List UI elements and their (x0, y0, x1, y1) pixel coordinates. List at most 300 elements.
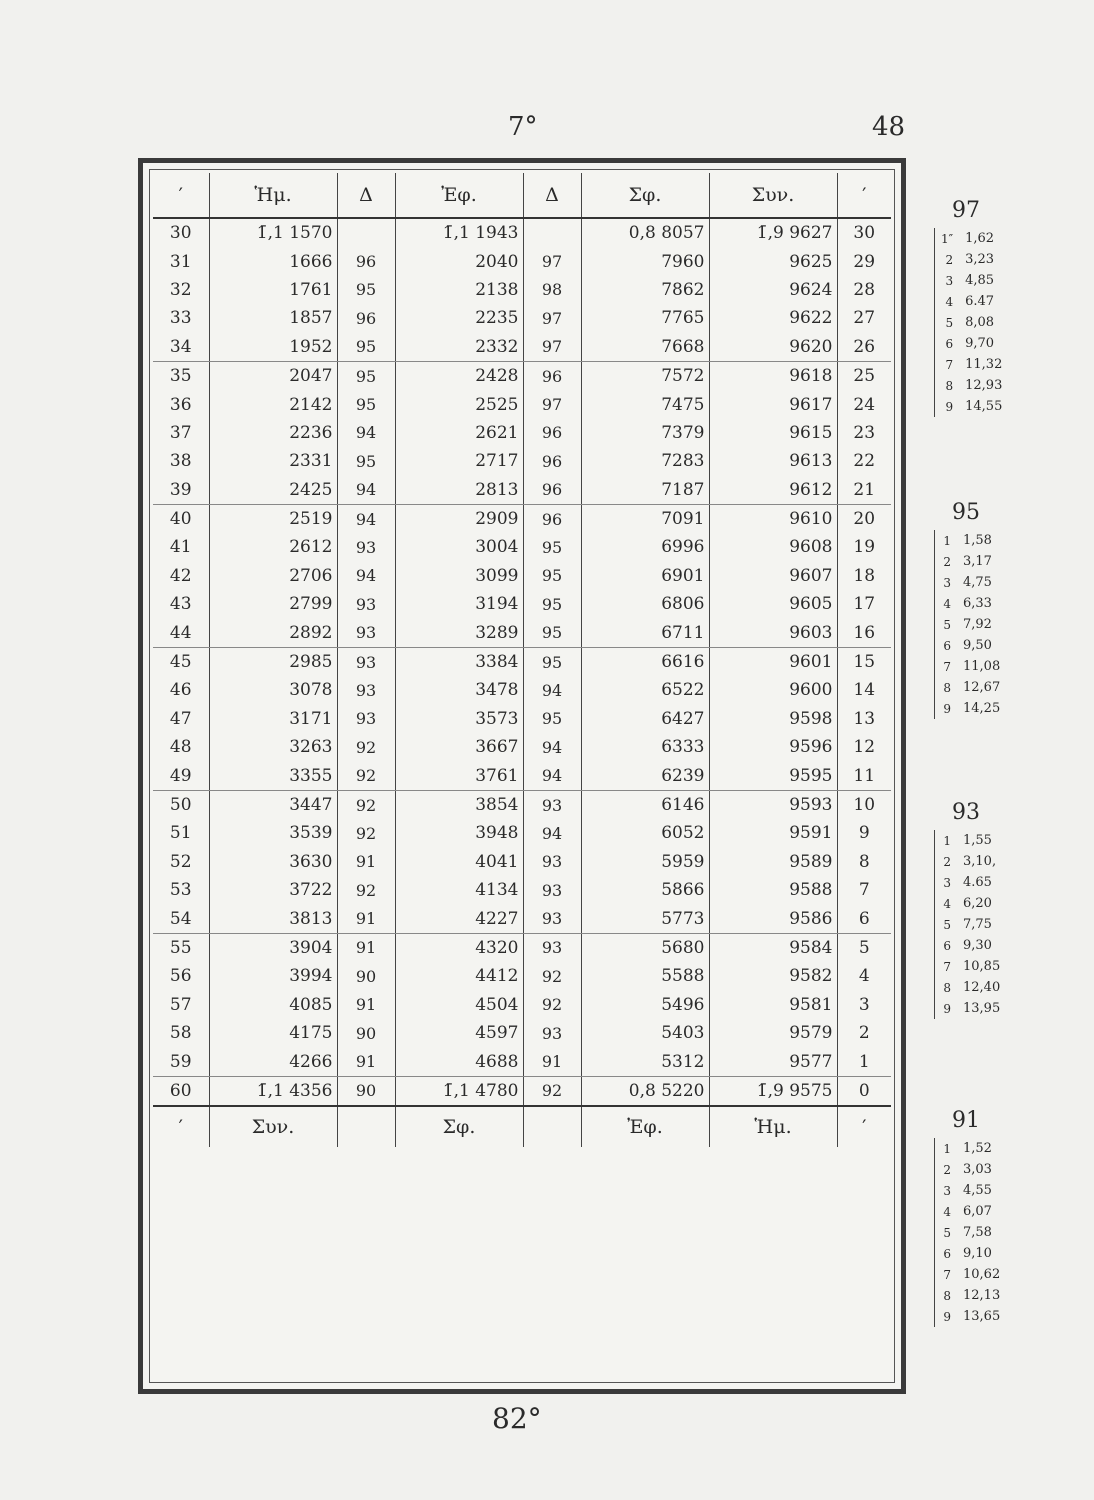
pp-multiplier: 7 (943, 959, 951, 974)
cell-cosine: 9620 (709, 333, 837, 362)
pp-multiplier: 7 (945, 357, 954, 372)
cell-cosine: 9601 (709, 647, 837, 676)
pp-value: 6,20 (963, 896, 992, 911)
pp-row (935, 593, 1007, 614)
cell-minute-right: 6 (837, 904, 891, 933)
cell-diff-2: 94 (523, 733, 581, 761)
cell-cotangent: 6146 (581, 790, 709, 819)
cell-cosine: 9607 (709, 562, 837, 590)
pp-multiplier: 9 (943, 1001, 951, 1016)
table-row (153, 933, 891, 962)
cell-minute: 47 (153, 705, 209, 733)
table-row (153, 618, 891, 647)
cell-minute-right: 18 (853, 565, 876, 586)
pp-value: 9,10 (963, 1246, 992, 1261)
cell-tangent: 3948 (395, 819, 523, 847)
cell-minute-right: 26 (837, 333, 891, 362)
pp-value: 11,32 (965, 357, 1003, 372)
cell-minute-right: 27 (853, 308, 876, 329)
cell-cosine: 9624 (709, 276, 837, 304)
pp-value: 12,93 (965, 378, 1003, 393)
cell-minute-right: 19 (853, 537, 876, 558)
cell-diff-1: 96 (337, 304, 395, 332)
cell-cosine: 1̄,9 9627 (709, 218, 837, 247)
cell-diff-1: 90 (337, 962, 395, 990)
cell-cotangent: 6522 (581, 676, 709, 704)
cell-cosine: 9613 (709, 447, 837, 475)
pp-value: 6,33 (963, 596, 992, 611)
cell-diff-1: 93 (337, 705, 395, 733)
pp-value: 13,95 (963, 1001, 1001, 1016)
cell-diff-1: 92 (337, 876, 395, 904)
cell-diff-2: 95 (523, 705, 581, 733)
cell-cotangent: 7187 (581, 476, 709, 505)
cell-minute-right: 5 (858, 937, 870, 958)
cell-cosine: 9581 (709, 991, 837, 1019)
pp-value: 3,03 (963, 1162, 992, 1177)
table-row (153, 590, 891, 618)
pp-row (935, 396, 1009, 417)
cell-diff-2: 93 (523, 790, 581, 819)
cell-minute-right: 2 (858, 1023, 870, 1044)
pp-multiplier: 5 (943, 617, 951, 632)
cell-minute: 43 (153, 590, 209, 618)
cell-cotangent: 7765 (581, 304, 709, 332)
cell-minute: 52 (153, 848, 209, 876)
pp-multiplier: 6 (943, 1246, 951, 1261)
pp-multiplier: 7 (943, 659, 951, 674)
cell-tangent: 2040 (395, 247, 523, 275)
cell-minute: 31 (153, 247, 209, 275)
cell-cotangent: 5496 (581, 991, 709, 1019)
pp-value: 7,58 (963, 1225, 992, 1240)
cell-sine: 3263 (209, 733, 337, 761)
cell-tangent: 4412 (395, 962, 523, 990)
pp-row (935, 698, 1007, 719)
cell-minute-right: 22 (853, 451, 876, 472)
pp-multiplier: 1 (943, 833, 951, 848)
pp-block (912, 800, 1022, 1019)
cell-cotangent: 7960 (581, 247, 709, 275)
cell-cotangent: 5588 (581, 962, 709, 990)
cell-sine: 3813 (209, 904, 337, 933)
pp-value: 10,85 (963, 959, 1001, 974)
pp-row (935, 635, 1007, 656)
cell-cosine: 9595 (709, 761, 837, 790)
table-row (153, 333, 891, 362)
pp-row (935, 1180, 1007, 1201)
table-row (153, 1076, 891, 1106)
cell-diff-1: 91 (337, 933, 395, 962)
table-row (153, 819, 891, 847)
pp-value: 14,25 (963, 701, 1001, 716)
cell-minute: 30 (153, 218, 209, 247)
cell-cotangent: 0,8 5220 (581, 1076, 709, 1106)
pp-value: 12,67 (963, 680, 1001, 695)
pp-row (935, 830, 1007, 851)
cell-cosine: 9582 (709, 962, 837, 990)
pp-multiplier: 2 (943, 554, 951, 569)
cell-minute: 36 (153, 390, 209, 418)
pp-row (935, 656, 1007, 677)
cell-minute-right: 23 (853, 422, 876, 443)
cell-diff-1: 93 (337, 647, 395, 676)
cell-cosine: 9577 (709, 1047, 837, 1076)
cell-diff-1: 93 (337, 533, 395, 561)
cell-minute-right: 0 (858, 1080, 870, 1101)
cell-sine: 4175 (209, 1019, 337, 1047)
pp-value: 4,85 (965, 273, 995, 288)
cell-sine: 2892 (209, 618, 337, 647)
foot-minutes: ′ (153, 1106, 209, 1147)
cell-minute: 54 (153, 904, 209, 933)
cell-minute-right: 12 (853, 737, 876, 758)
cell-cosine: 1̄,9 9575 (709, 1076, 837, 1106)
cell-cotangent: 7283 (581, 447, 709, 475)
cell-minute-right: 25 (853, 366, 876, 387)
pp-row (935, 893, 1007, 914)
pp-row (935, 270, 1009, 291)
table-row (153, 790, 891, 819)
cell-diff-2: 97 (523, 247, 581, 275)
cell-minute: 55 (153, 933, 209, 962)
foot-sine: Ἡμ. (709, 1106, 837, 1147)
pp-multiplier: 4 (943, 896, 951, 911)
cell-diff-1 (337, 218, 395, 247)
cell-diff-1: 95 (337, 361, 395, 390)
cell-diff-1: 90 (337, 1019, 395, 1047)
cell-minute: 35 (153, 361, 209, 390)
cell-minute: 38 (153, 447, 209, 475)
cell-sine: 3904 (209, 933, 337, 962)
cell-minute-right: 29 (853, 251, 876, 272)
cell-sine: 2331 (209, 447, 337, 475)
cell-minute: 45 (153, 647, 209, 676)
cell-tangent: 2428 (395, 361, 523, 390)
cell-diff-2: 97 (523, 390, 581, 418)
table-row (153, 705, 891, 733)
cell-diff-2: 96 (523, 361, 581, 390)
col-minutes: ′ (153, 173, 209, 218)
cell-diff-2: 92 (523, 1076, 581, 1106)
pp-multiplier: 8 (943, 980, 951, 995)
cell-sine: 3355 (209, 761, 337, 790)
cell-diff-2: 92 (523, 991, 581, 1019)
cell-sine: 2236 (209, 419, 337, 447)
pp-row (935, 312, 1009, 333)
pp-value: 10,62 (963, 1267, 1001, 1282)
cell-cotangent: 6616 (581, 647, 709, 676)
cell-sine: 2519 (209, 504, 337, 533)
cell-cotangent: 6427 (581, 705, 709, 733)
cell-diff-2: 93 (523, 904, 581, 933)
pp-row (935, 249, 1009, 270)
cell-cosine: 9608 (709, 533, 837, 561)
cell-minute-right: 7 (858, 880, 870, 901)
cell-tangent: 2717 (395, 447, 523, 475)
pp-value: 6.47 (965, 294, 995, 309)
pp-value: 1,55 (963, 833, 992, 848)
cell-diff-1: 94 (337, 419, 395, 447)
cell-cosine: 9615 (709, 419, 837, 447)
pp-value: 8,08 (965, 315, 995, 330)
pp-row (935, 551, 1007, 572)
cell-minute-right: 20 (853, 509, 876, 530)
cell-sine: 3722 (209, 876, 337, 904)
cell-tangent: 3289 (395, 618, 523, 647)
cell-cosine: 9589 (709, 848, 837, 876)
pp-row (935, 935, 1007, 956)
cell-sine: 2047 (209, 361, 337, 390)
cell-cosine: 9610 (709, 504, 837, 533)
cell-sine: 1952 (209, 333, 337, 362)
cell-minute: 46 (153, 676, 209, 704)
pp-multiplier: 1″ (941, 231, 954, 246)
cell-cotangent: 7091 (581, 504, 709, 533)
pp-row (935, 1222, 1007, 1243)
cell-minute-right: 17 (853, 594, 876, 615)
cell-diff-2: 95 (523, 647, 581, 676)
cell-minute: 42 (153, 562, 209, 590)
cell-tangent: 3667 (395, 733, 523, 761)
pp-value: 9,50 (963, 638, 992, 653)
col-minutes-right: ′ (837, 173, 891, 218)
cell-sine: 2612 (209, 533, 337, 561)
col-cotangent: Σφ. (581, 173, 709, 218)
cell-diff-2: 96 (523, 504, 581, 533)
table-row (153, 218, 891, 247)
cell-minute: 57 (153, 991, 209, 1019)
col-diff-2: Δ (523, 173, 581, 218)
pp-multiplier: 1 (943, 1141, 951, 1156)
cell-cotangent: 7862 (581, 276, 709, 304)
cell-tangent: 4504 (395, 991, 523, 1019)
cell-cosine: 9625 (709, 247, 837, 275)
cell-minute-right: 9 (858, 823, 870, 844)
cell-minute-right: 30 (853, 223, 876, 244)
pp-block (912, 198, 1022, 417)
cell-sine: 1̄,1 4356 (209, 1076, 337, 1106)
pp-row (935, 1138, 1007, 1159)
cell-tangent: 4688 (395, 1047, 523, 1076)
pp-row (935, 914, 1007, 935)
cell-cosine: 9603 (709, 618, 837, 647)
pp-row (935, 1264, 1007, 1285)
table-row (153, 247, 891, 275)
cell-diff-1: 94 (337, 504, 395, 533)
pp-head: 91 (952, 1108, 980, 1133)
cell-cotangent: 7379 (581, 419, 709, 447)
cell-diff-2: 92 (523, 962, 581, 990)
pp-multiplier: 5 (945, 315, 954, 330)
pp-multiplier: 2 (943, 1162, 951, 1177)
cell-diff-1: 95 (337, 390, 395, 418)
cell-diff-2: 93 (523, 1019, 581, 1047)
cell-tangent: 3384 (395, 647, 523, 676)
pp-head: 97 (952, 198, 980, 223)
pp-row (935, 228, 1009, 249)
pp-multiplier: 4 (945, 294, 954, 309)
table-row (153, 419, 891, 447)
footer-row (153, 1106, 891, 1147)
cell-diff-1: 94 (337, 562, 395, 590)
col-diff-1: Δ (337, 173, 395, 218)
cell-sine: 4085 (209, 991, 337, 1019)
cell-minute-right: 24 (853, 394, 876, 415)
pp-multiplier: 2 (943, 854, 951, 869)
cell-tangent: 2909 (395, 504, 523, 533)
cell-diff-2: 95 (523, 590, 581, 618)
cell-minute-right: 16 (837, 618, 891, 647)
pp-row (935, 1243, 1007, 1264)
cell-diff-2: 97 (523, 333, 581, 362)
cell-tangent: 3478 (395, 676, 523, 704)
cell-sine: 2142 (209, 390, 337, 418)
pp-value: 4,55 (963, 1183, 992, 1198)
cell-diff-2: 94 (523, 761, 581, 790)
cell-diff-1: 91 (337, 848, 395, 876)
cell-sine: 4266 (209, 1047, 337, 1076)
cell-minute: 33 (153, 304, 209, 332)
cell-cosine: 9622 (709, 304, 837, 332)
pp-value: 13,65 (963, 1309, 1001, 1324)
cell-tangent: 2813 (395, 476, 523, 505)
pp-multiplier: 4 (943, 596, 951, 611)
pp-row (935, 291, 1009, 312)
cell-diff-1: 95 (337, 276, 395, 304)
pp-value: 6,07 (963, 1204, 992, 1219)
cell-cotangent: 7572 (581, 361, 709, 390)
pp-multiplier: 9 (943, 701, 951, 716)
cell-diff-1: 93 (337, 590, 395, 618)
cell-cosine: 9618 (709, 361, 837, 390)
pp-row (935, 333, 1009, 354)
pp-value: 3,17 (963, 554, 992, 569)
pp-multiplier: 5 (943, 1225, 951, 1240)
cell-cotangent: 6333 (581, 733, 709, 761)
cell-minute: 53 (153, 876, 209, 904)
pp-multiplier: 3 (943, 575, 951, 590)
cell-cosine: 9605 (709, 590, 837, 618)
pp-row (935, 614, 1007, 635)
cell-cotangent: 7668 (581, 333, 709, 362)
table-row (153, 761, 891, 790)
pp-row (935, 677, 1007, 698)
cell-tangent: 4041 (395, 848, 523, 876)
cell-diff-1: 91 (337, 904, 395, 933)
cell-cotangent: 5312 (581, 1047, 709, 1076)
cell-minute: 40 (153, 504, 209, 533)
foot-cosine: Συν. (209, 1106, 337, 1147)
cell-sine: 1857 (209, 304, 337, 332)
cell-tangent: 1̄,1 1943 (395, 218, 523, 247)
cell-diff-1: 94 (337, 476, 395, 505)
pp-multiplier: 8 (943, 1288, 951, 1303)
table-row (153, 304, 891, 332)
cell-cotangent: 0,8 8057 (581, 218, 709, 247)
pp-block (912, 1108, 1022, 1327)
cell-sine: 3447 (209, 790, 337, 819)
pp-multiplier: 6 (945, 336, 954, 351)
cell-minute: 56 (153, 962, 209, 990)
cell-cotangent: 5866 (581, 876, 709, 904)
cell-cosine: 9617 (709, 390, 837, 418)
cell-tangent: 3004 (395, 533, 523, 561)
pp-multiplier: 5 (943, 917, 951, 932)
pp-value: 4,75 (963, 575, 992, 590)
pp-value: 9,70 (965, 336, 995, 351)
cell-diff-2: 93 (523, 848, 581, 876)
cell-minute-right: 1 (837, 1047, 891, 1076)
cell-tangent: 2621 (395, 419, 523, 447)
cell-minute-right: 28 (853, 279, 876, 300)
cell-cotangent: 6239 (581, 761, 709, 790)
cell-diff-2: 95 (523, 533, 581, 561)
cell-sine: 2799 (209, 590, 337, 618)
cell-sine: 3994 (209, 962, 337, 990)
cell-cosine: 9584 (709, 933, 837, 962)
cell-minute-right: 4 (858, 966, 870, 987)
page-number: 48 (872, 112, 906, 142)
pp-multiplier: 8 (945, 378, 954, 393)
cell-sine: 1666 (209, 247, 337, 275)
cell-diff-2 (523, 218, 581, 247)
table-row (153, 533, 891, 561)
pp-multiplier: 3 (945, 273, 954, 288)
table-row (153, 848, 891, 876)
pp-multiplier: 2 (945, 252, 954, 267)
pp-value: 1,52 (963, 1141, 992, 1156)
cell-tangent: 2138 (395, 276, 523, 304)
cell-diff-2: 95 (523, 562, 581, 590)
cell-tangent: 4227 (395, 904, 523, 933)
pp-value: 7,92 (963, 617, 992, 632)
pp-value: 9,30 (963, 938, 992, 953)
pp-multiplier: 1 (943, 533, 951, 548)
cell-minute: 51 (153, 819, 209, 847)
pp-multiplier: 4 (943, 1204, 951, 1219)
table-row (153, 447, 891, 475)
pp-row (935, 530, 1007, 551)
table-row (153, 390, 891, 418)
foot-cotangent: Σφ. (395, 1106, 523, 1147)
pp-row (935, 1306, 1007, 1327)
cell-sine: 2985 (209, 647, 337, 676)
cell-tangent: 3854 (395, 790, 523, 819)
pp-head: 95 (952, 500, 980, 525)
cell-minute-right: 13 (853, 708, 876, 729)
cell-tangent: 3761 (395, 761, 523, 790)
cell-diff-1: 90 (337, 1076, 395, 1106)
cell-diff-1: 92 (337, 819, 395, 847)
cell-diff-1: 95 (337, 447, 395, 475)
table-row (153, 361, 891, 390)
pp-value: 1,58 (963, 533, 992, 548)
cell-cotangent: 5959 (581, 848, 709, 876)
cell-cosine: 9596 (709, 733, 837, 761)
degree-bottom: 82° (492, 1402, 542, 1435)
cell-sine: 3171 (209, 705, 337, 733)
cell-tangent: 4597 (395, 1019, 523, 1047)
col-cosine: Συν. (709, 173, 837, 218)
cell-minute: 50 (153, 790, 209, 819)
cell-diff-2: 98 (523, 276, 581, 304)
cell-sine: 2425 (209, 476, 337, 505)
cell-cosine: 9591 (709, 819, 837, 847)
cell-diff-2: 96 (523, 447, 581, 475)
cell-diff-2: 93 (523, 876, 581, 904)
cell-tangent: 3099 (395, 562, 523, 590)
